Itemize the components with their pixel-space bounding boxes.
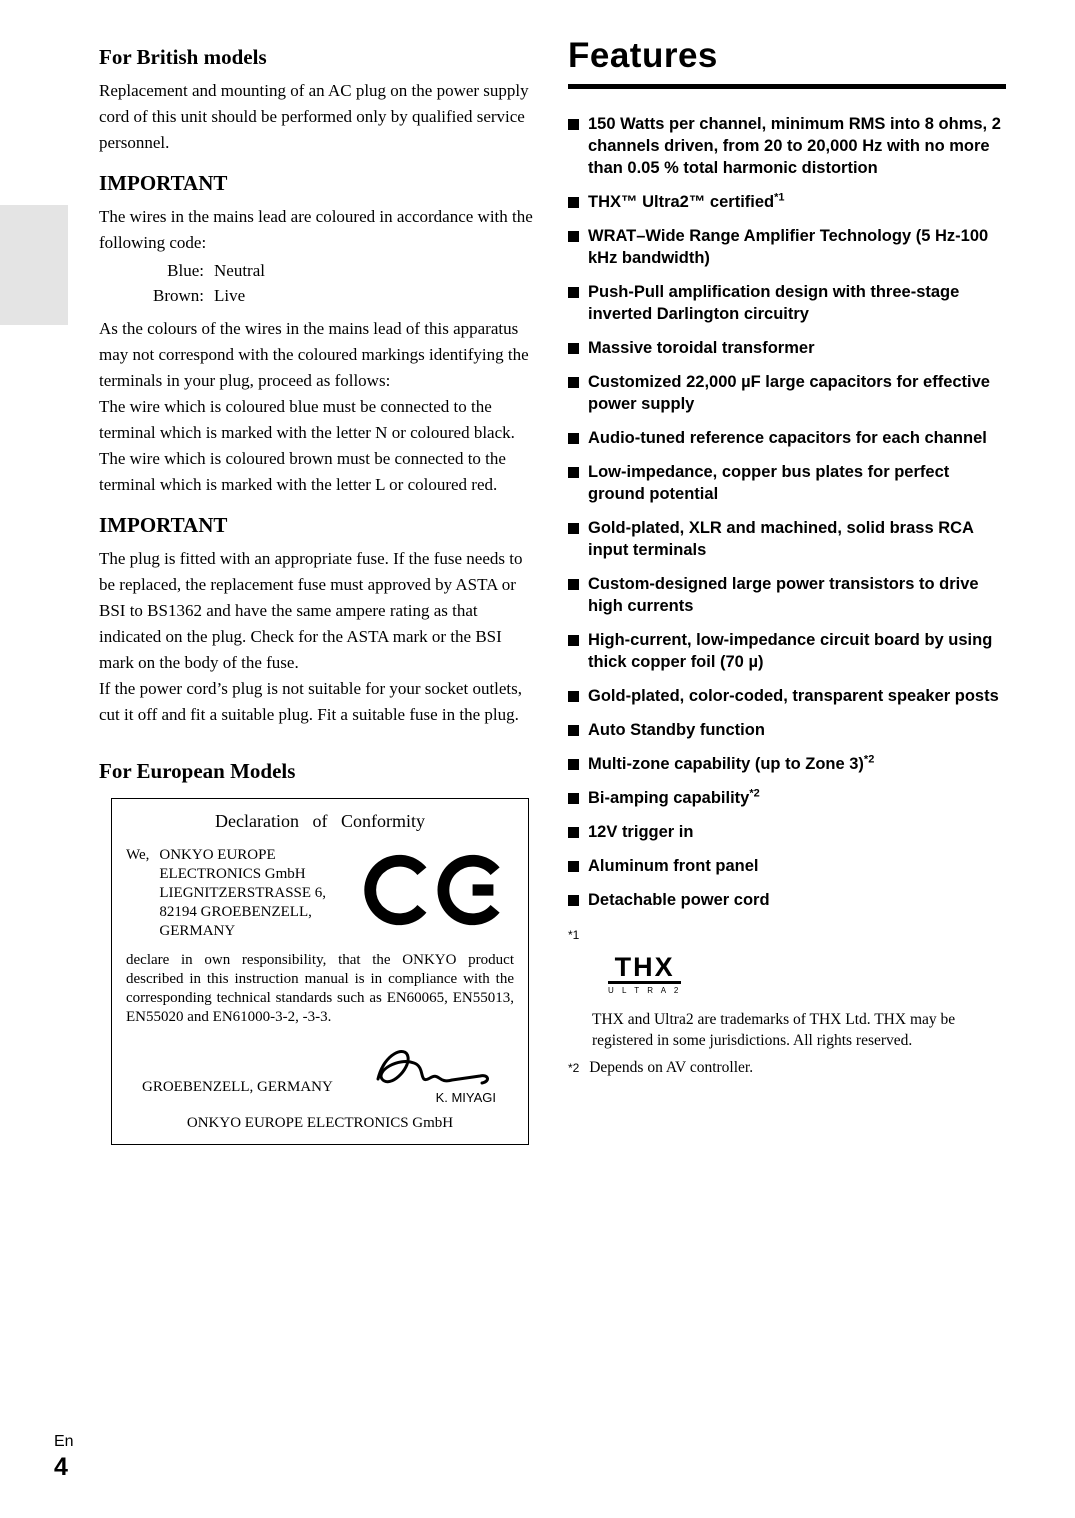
feature-item bbox=[568, 629, 1006, 673]
right-column bbox=[568, 36, 1006, 1078]
feature-text: THX™ Ultra2™ certified$^{*1}$ bbox=[588, 191, 785, 211]
feature-text: Multi-zone capability (up to Zone 3)$^{*2}$ bbox=[588, 753, 875, 773]
feature-text: Gold-plated, color-coded, transparent speaker posts bbox=[588, 687, 999, 705]
square-bullet-icon bbox=[568, 377, 579, 388]
section-heading-british: For British models bbox=[99, 45, 267, 69]
feature-item bbox=[568, 191, 1006, 213]
feature-text: Auto Standby function bbox=[588, 721, 765, 739]
feature-text: 150 Watts per channel, minimum RMS into 8 ohms, 2 channels driven, from 20 to 20,000 Hz with no more than 0.05 % total harmonic distortion bbox=[588, 115, 1001, 177]
features-title-rule bbox=[568, 84, 1006, 89]
thx-logo-subtext: U L T R A 2 bbox=[608, 986, 682, 995]
feature-text: Audio-tuned reference capacitors for each channel bbox=[588, 429, 987, 447]
company-address-line: ELECTRONICS GmbH bbox=[159, 866, 306, 882]
page-footer bbox=[54, 1432, 74, 1482]
feature-item bbox=[568, 461, 1006, 505]
feature-text: Detachable power cord bbox=[588, 891, 770, 909]
declaration-statement: declare in own responsibility, that the ONKYO product described in this instruction manual is in compliance with the corresponding technical standards such as EN60065, EN55013, EN55020 and EN61000-3-2, -3-3. bbox=[126, 952, 514, 1025]
square-bullet-icon bbox=[568, 759, 579, 770]
square-bullet-icon bbox=[568, 895, 579, 906]
footnote1-marker-line bbox=[568, 927, 1006, 945]
square-bullet-icon bbox=[568, 523, 579, 534]
footnote-reference: *2 bbox=[749, 787, 760, 800]
square-bullet-icon bbox=[568, 861, 579, 872]
square-bullet-icon bbox=[568, 725, 579, 736]
square-bullet-icon bbox=[568, 827, 579, 838]
square-bullet-icon bbox=[568, 197, 579, 208]
feature-item bbox=[568, 337, 1006, 359]
square-bullet-icon bbox=[568, 467, 579, 478]
feature-text: Push-Pull amplification design with three-stage inverted Darlington circuitry bbox=[588, 283, 960, 323]
footnote1-marker: *1 bbox=[568, 928, 580, 942]
square-bullet-icon bbox=[568, 635, 579, 646]
important2-paragraph-1: The plug is fitted with an appropriate fuse. If the fuse needs to be replaced, the replacement fuse must approved by ASTA or BSI to BS1362 and have the same ampere rating as that indicated on the plug. Check for the ASTA mark or the BSI mark on the body of the fuse. bbox=[99, 549, 523, 672]
declaration-signature-row bbox=[126, 1043, 514, 1096]
feature-text: Massive toroidal transformer bbox=[588, 339, 815, 357]
features-title: Features bbox=[568, 36, 718, 75]
company-address-line: 82194 GROEBENZELL, bbox=[159, 904, 312, 920]
section-heading-european: For European Models bbox=[99, 759, 296, 783]
signature-image bbox=[368, 1043, 498, 1096]
square-bullet-icon bbox=[568, 231, 579, 242]
feature-item bbox=[568, 719, 1006, 741]
features-list bbox=[568, 113, 1006, 911]
code-label: Brown: bbox=[153, 286, 204, 305]
code-value: Live bbox=[214, 286, 246, 305]
feature-text: Aluminum front panel bbox=[588, 857, 759, 875]
important1-paragraph-2: As the colours of the wires in the mains lead of this apparatus may not correspond with the coloured markings identifying the terminals in your plug, proceed as follows: bbox=[99, 319, 529, 390]
feature-item bbox=[568, 685, 1006, 707]
feature-item bbox=[568, 371, 1006, 415]
feature-text: Low-impedance, copper bus plates for perfect ground potential bbox=[588, 463, 950, 503]
feature-item bbox=[568, 573, 1006, 617]
ce-mark-logo bbox=[360, 848, 512, 941]
company-address-line: LIEGNITZERSTRASSE 6, bbox=[159, 885, 327, 901]
feature-text: High-current, low-impedance circuit board by using thick copper foil (70 µ) bbox=[588, 631, 993, 671]
declaration-top-row bbox=[126, 846, 514, 941]
important-heading-2: IMPORTANT bbox=[99, 513, 228, 537]
declaration-place: GROEBENZELL, GERMANY bbox=[142, 1079, 333, 1095]
square-bullet-icon bbox=[568, 119, 579, 130]
square-bullet-icon bbox=[568, 343, 579, 354]
footnote1-text: THX and Ultra2 are trademarks of THX Ltd. THX may be registered in some jurisdictions. All rights reserved. bbox=[592, 1011, 956, 1049]
feature-text: Gold-plated, XLR and machined, solid brass RCA input terminals bbox=[588, 519, 974, 559]
feature-text: Bi-amping capability$^{*2}$ bbox=[588, 787, 760, 807]
declaration-company-footer: ONKYO EUROPE ELECTRONICS GmbH bbox=[186, 1115, 454, 1131]
feature-text: WRAT–Wide Range Amplifier Technology (5 Hz-100 kHz bandwidth) bbox=[588, 227, 989, 267]
feature-item bbox=[568, 517, 1006, 561]
feature-item bbox=[568, 225, 1006, 269]
code-line-brown bbox=[99, 283, 537, 308]
thx-ultra2-logo bbox=[608, 953, 681, 995]
declaration-title: Declaration of Conformity bbox=[215, 811, 425, 831]
code-value: Neutral bbox=[214, 261, 265, 280]
page-edge-tab bbox=[0, 205, 68, 325]
declaration-of-conformity-box bbox=[111, 798, 529, 1145]
feature-text: Customized 22,000 µF large capacitors for effective power supply bbox=[588, 373, 990, 413]
code-line-blue bbox=[99, 258, 537, 283]
footnote2-text: Depends on AV controller. bbox=[589, 1059, 754, 1076]
left-column bbox=[99, 44, 537, 1145]
british-paragraph: Replacement and mounting of an AC plug on the power supply cord of this unit should be performed only by qualified service personnel. bbox=[99, 81, 529, 152]
square-bullet-icon bbox=[568, 433, 579, 444]
footnote-reference: *1 bbox=[774, 191, 785, 204]
company-address-line: GERMANY bbox=[159, 923, 236, 939]
feature-item bbox=[568, 753, 1006, 775]
important-heading-1: IMPORTANT bbox=[99, 171, 228, 195]
feature-item bbox=[568, 113, 1006, 179]
square-bullet-icon bbox=[568, 691, 579, 702]
signer-name: K. MIYAGI bbox=[435, 1090, 496, 1105]
important1-paragraph-3: The wire which is coloured blue must be connected to the terminal which is marked with the letter N or coloured black. bbox=[99, 397, 515, 442]
feature-item bbox=[568, 427, 1006, 449]
declaration-we: We, bbox=[126, 847, 150, 863]
footer-language: En bbox=[54, 1433, 74, 1450]
footer-page-number: 4 bbox=[54, 1453, 68, 1481]
feature-text: 12V trigger in bbox=[588, 823, 694, 841]
square-bullet-icon bbox=[568, 579, 579, 590]
feature-item bbox=[568, 821, 1006, 843]
feature-item bbox=[568, 855, 1006, 877]
important1-paragraph-1: The wires in the mains lead are coloured in accordance with the following code: bbox=[99, 207, 533, 252]
square-bullet-icon bbox=[568, 793, 579, 804]
feature-item bbox=[568, 787, 1006, 809]
company-address bbox=[159, 846, 326, 941]
wire-colour-code bbox=[99, 258, 537, 308]
important2-paragraph-2: If the power cord’s plug is not suitable for your socket outlets, cut it off and fit a suitable plug. Fit a suitable fuse in the plug. bbox=[99, 679, 523, 724]
feature-item bbox=[568, 281, 1006, 325]
square-bullet-icon bbox=[568, 287, 579, 298]
footnote-reference: *2 bbox=[863, 753, 875, 766]
thx-logo-text: THX bbox=[608, 953, 681, 984]
code-label: Blue: bbox=[167, 261, 204, 280]
feature-text: Custom-designed large power transistors to drive high currents bbox=[588, 575, 979, 615]
feature-item bbox=[568, 889, 1006, 911]
company-address-line: ONKYO EUROPE bbox=[159, 847, 276, 863]
important1-paragraph-4: The wire which is coloured brown must be connected to the terminal which is marked with the letter L or coloured red. bbox=[99, 449, 506, 494]
footnote2-marker: *2 bbox=[568, 1061, 580, 1075]
footnote2 bbox=[568, 1057, 1006, 1078]
